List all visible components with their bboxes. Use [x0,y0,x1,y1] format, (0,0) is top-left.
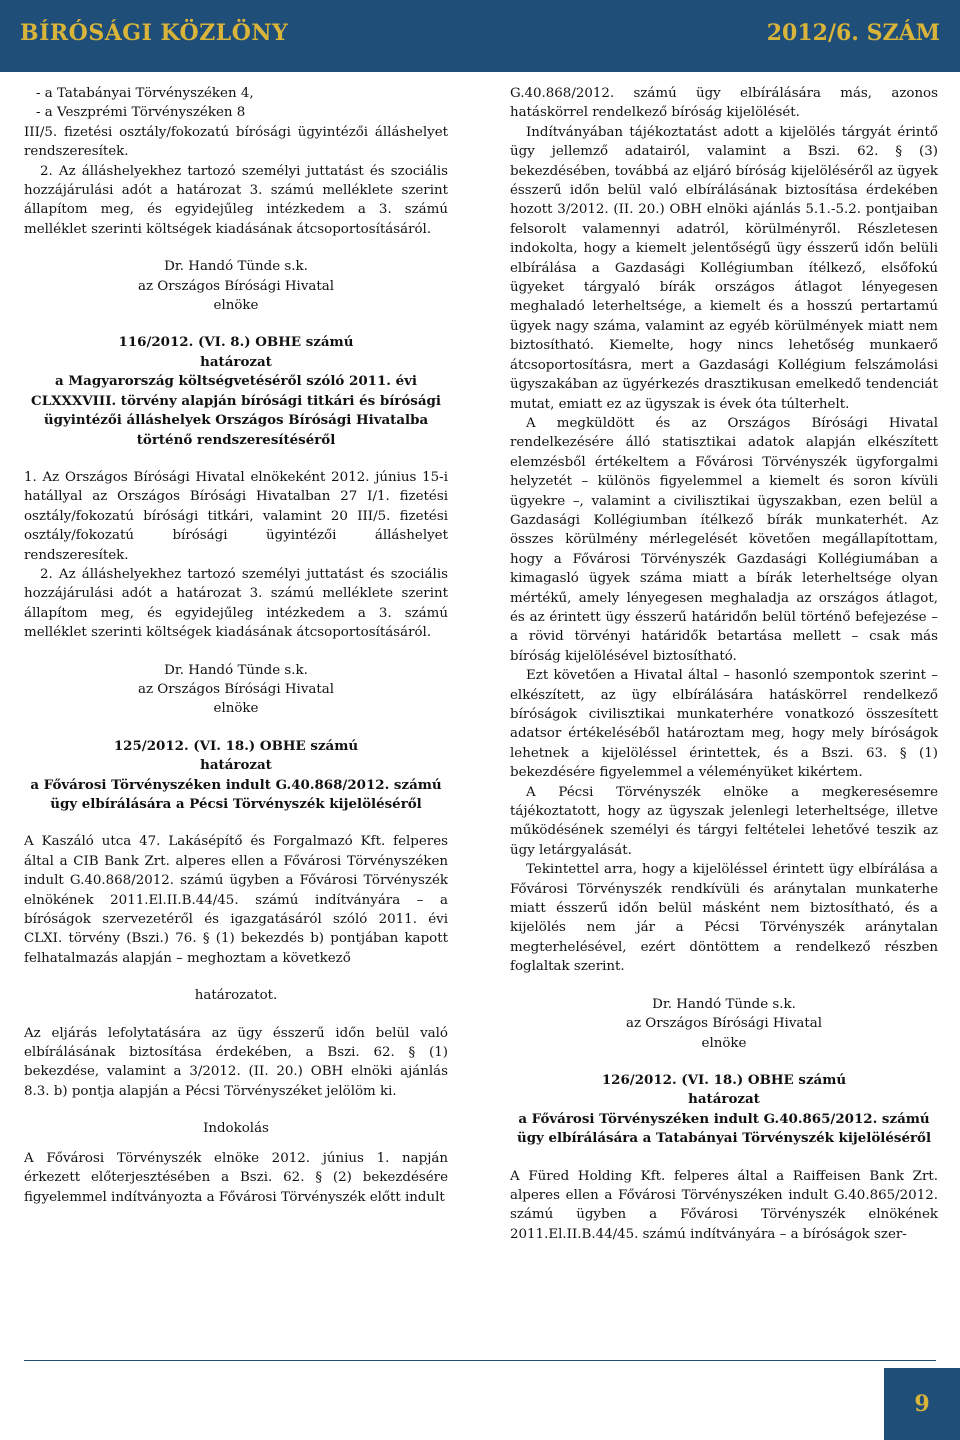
intro-line-2: - a Veszprémi Törvényszéken 8 [36,105,246,121]
signature-org: az Országos Bírósági Hivatal [137,681,335,697]
signature-name: Dr. Handó Tünde s.k. [164,662,308,678]
decision-title-116: a Magyarország költségvetéséről szóló 2011. évi CLXXXVIII. törvény alapján bírósági titkári és bírósági ügyintézői álláshelyek Országos Bírósági Hivatalba történő rendszeresítéséről [31,373,441,448]
issue-number: 2012/6. SZÁM [766,20,940,46]
right-paragraph-6: Tekintettel arra, hogy a kijelöléssel érintett ügy elbírálása a Fővárosi Törvényszék rendkívüli és aránytalan munkaterhe miatt ésszerű időn belül másként nem biztosítható, és a kijelölés nem jár a Pécsi Törvényszék aránytalan megterhelésével, ezért döntöttem a rendelkező részben foglaltak szerint. [510,862,938,975]
signature-role: elnöke [213,701,259,717]
signature-name: Dr. Handó Tünde s.k. [652,996,796,1012]
signature-role: elnöke [213,298,259,314]
decision-125-paragraph-2: Az eljárás lefolytatására az ügy ésszerű időn belül való elbírálásának biztosítása érdekében, a Bszi. 62. § (1) bekezdése, valamint a 3/2012. (II. 20.) OBH elnöki ajánlás 8.3. b) pontja alapján a Pécsi Törvényszéket jelölöm ki. [24,1025,448,1099]
decision-title-126: a Fővárosi Törvényszéken indult G.40.865/2012. számú ügy elbírálására a Tatabányai Törvényszék kijelöléséről [516,1110,932,1147]
decision-125-paragraph-1: A Kaszáló utca 47. Lakásépítő és Forgalmazó Kft. felperes által a CIB Bank Zrt. alperes ellen a Fővárosi Törvényszéken indult G.40.868/2012. számú ügyben a Fővárosi Törvényszék elnökének 2011.El.II.B.44/45. számú indítványára – a bíróságok szervezetéről és igazgatásáról szóló 2011. évi CLXI. törvény (Bszi.) 76. § (1) bekezdés b) pontjában kapott felhatalmazás alapján – meghoztam a következő [24,834,448,966]
right-paragraph-2: Indítványában tájékoztatást adott a kijelölés tárgyát érintő ügy jellemző adatairól, valamint a Bszi. 62. § (3) bekezdésében, továbbá az eljáró bíróság kijelöléséről az ügyek ésszerű időn belül való elbírálásának biztosítása érdekében hozott 3/2012. (II. 20.) OBH elnöki ajánlás 5.1.-5.2. pontjaiban felsorolt valamennyi adatról, körülményről. Részletesen indokolta, hogy a kiemelt jelentőségű ügy ésszerű időn belüli elbírálása a Gazdasági Kollégiumban ítélkező, elsőfokú ügyeket tárgyaló bírák országos átlagot lényegesen meghaladó leterheltsége, a kiemelt és a hosszú pertartamú ügyek nagy száma, valamint az egyéb körülmények miatt nem biztosítható. Kiemelte, hogy nincs lehetőség munkaerő átcsoportosításra, mert a Gazdasági Kollégium felszámolási ügyszakában az ügyérkezés drasztikusan emelkedő tendenciát mutat, emiatt ez az ügyszak is évek óta túlterhelt. [510,124,938,412]
intro-text: III/5. fizetési osztály/fokozatú bírósági ügyintézői álláshelyet rendszeresítek. [24,124,448,160]
journal-title: BÍRÓSÁGI KÖZLÖNY [20,20,289,46]
decision-number-116: 116/2012. (VI. 8.) OBHE számú [118,334,354,351]
decision-125-paragraph-3: A Fővárosi Törvényszék elnöke 2012. június 1. napján érkezett előterjesztésében a Bszi. 62. § (2) bekezdésére figyelemmel indítványozta a Fővárosi Törvényszék előtt indult [24,1150,448,1205]
decision-type-116: határozat [200,353,272,370]
right-paragraph-5: A Pécsi Törvényszék elnöke a megkeresésemre tájékoztatott, hogy az ügyszak jelenlegi leterheltsége, illetve működésének személyi és tárgyi feltételei lehetővé teszik az ügy letárgyalását. [510,784,938,858]
decision-116-paragraph-2: 2. Az álláshelyekhez tartozó személyi juttatást és szociális hozzájárulási adót a határozat 3. számú melléklete szerint állapítom meg, és egyidejűleg intézkedem a 3. számú melléklet szerinti költségek kiadásának átcsoportosításáról. [24,566,448,641]
page-number: 9 [884,1368,960,1440]
reasons-heading: Indokolás [203,1121,269,1137]
decision-116-paragraph-1: 1. Az Országos Bírósági Hivatal elnökeként 2012. június 15-i hatállyal az Országos Bírósági Hivatalban 27 I/1. fizetési osztály/fokozatú bírósági titkári, valamint 20 III/5. fizetési osztály/fokozatú bírósági ügyintézői álláshelyet rendszeresítek. [24,469,448,563]
decision-number-126: 126/2012. (VI. 18.) OBHE számú [601,1071,847,1088]
right-column [510,84,938,1244]
decision-125-operative-word: határozatot. [194,988,278,1004]
journal-header [0,0,960,72]
decision-type-125: határozat [200,757,272,774]
right-paragraph-4: Ezt követően a Hivatal által – hasonló szempontok szerint – elkészített, az ügy elbírálására hatáskörrel rendelkező bíróságok civilisztikai munkaterhére vonatkozó összesített adatsor értékeléséből határoztam meg, hogy mely bíróságok lehetnek a kijelöléssel érintettek, és a Bszi. 63. § (1) bekezdésére figyelemmel a véleményüket kikértem. [510,668,938,781]
right-paragraph-1: G.40.868/2012. számú ügy elbírálására más, azonos hatáskörrel rendelkező bíróság kijelölését. [510,86,938,121]
signature-org: az Országos Bírósági Hivatal [625,1016,823,1032]
signature-org: az Országos Bírósági Hivatal [137,278,335,294]
intro-line-1: - a Tatabányai Törvényszéken 4, [36,86,254,101]
paragraph-2: 2. Az álláshelyekhez tartozó személyi juttatást és szociális hozzájárulási adót a határozat 3. számú melléklete szerint állapítom meg, és egyidejűleg intézkedem a 3. számú melléklet szerinti költségek kiadásának átcsoportosításáról. [24,163,448,237]
decision-title-125: a Fővárosi Törvényszéken indult G.40.868/2012. számú ügy elbírálására a Pécsi Törvényszék kijelöléséről [30,776,442,812]
decision-number-125: 125/2012. (VI. 18.) OBHE számú [113,737,359,754]
signature-name: Dr. Handó Tünde s.k. [164,259,308,275]
left-column [24,84,448,1207]
right-paragraph-3: A megküldött és az Országos Bírósági Hivatal rendelkezésére álló statisztikai adatok alapján elkészített elemzésből értékeltem a Fővárosi Törvényszék ügyforgalmi helyzetét – különös figyelemmel a kiemelt és soron kívüli ügyekre –, valamint a civilisztikai ügyszakban, ezen belül a Gazdasági Kollégiumban ítélkező bírák munkaterhét. Az összes körülmény mérlegelését követően megállapítottam, hogy a Fővárosi Törvényszék Gazdasági Kollégiumában a kimagasló ügyek száma miatt a bírák leterheltsége olyan mértékű, amely lényegesen meghaladja az országos átlagot, és az érintett ügy ésszerű határidőn belül történő befejezése – a rövid törvényi határidők betartása mellett – csak más bíróság kijelölésével biztosítható. [510,415,938,664]
decision-126-paragraph-1: A Füred Holding Kft. felperes által a Raiffeisen Bank Zrt. alperes ellen a Fővárosi Törvényszéken indult G.40.865/2012. számú ügyben a Fővárosi Törvényszék elnökének 2011.El.II.B.44/45. számú indítványára – a bíróságok szer- [510,1168,938,1242]
signature-role: elnöke [701,1035,747,1051]
footer-divider [24,1360,936,1361]
decision-type-126: határozat [688,1091,760,1108]
